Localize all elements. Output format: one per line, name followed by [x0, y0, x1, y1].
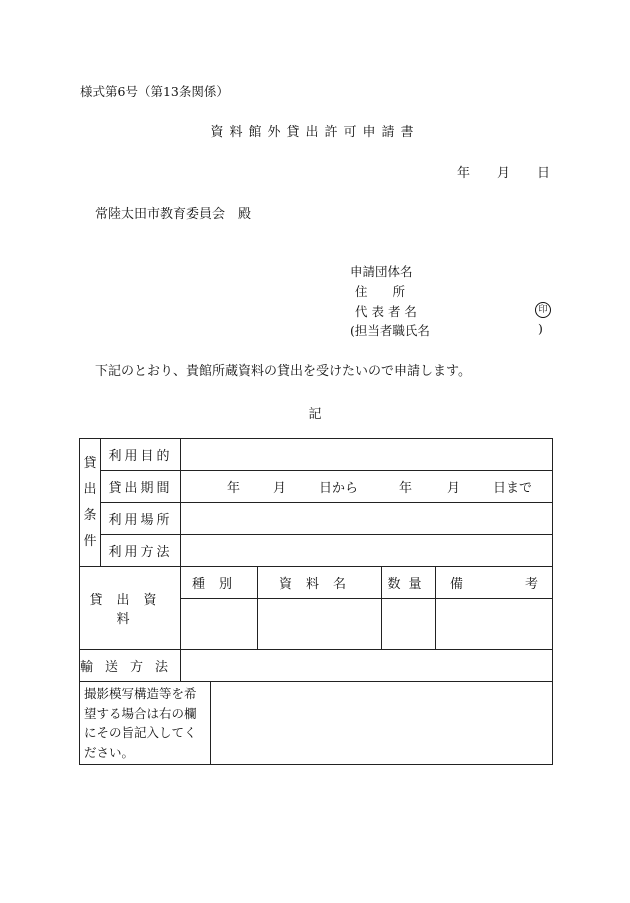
method-label: 利用方法	[101, 535, 181, 567]
place-field[interactable]	[181, 503, 553, 535]
method-field[interactable]	[181, 535, 553, 567]
photography-note: 撮影模写構造等を希 望する場合は右の欄 にその旨記入してく ださい。	[80, 682, 211, 765]
period-from-month: 月	[273, 480, 287, 496]
period-to-day: 日まで	[493, 480, 533, 496]
addressee: 常陸太田市教育委員会 殿	[95, 207, 252, 222]
period-to-month: 月	[447, 480, 461, 496]
applicant-contact-close: )	[538, 321, 543, 336]
materials-quantity-field[interactable]	[382, 599, 436, 650]
seal-mark: 印	[535, 302, 551, 318]
applicant-contact-label: (担当者職氏名	[350, 323, 430, 338]
place-label: 利用場所	[101, 503, 181, 535]
date-year-label: 年	[457, 166, 471, 181]
applicant-address-label: 住 所	[355, 284, 406, 299]
purpose-label: 利用目的	[101, 439, 181, 471]
period-label: 貸出期間	[101, 471, 181, 503]
applicant-representative-label: 代 表 者 名	[355, 304, 417, 319]
materials-remarks-field[interactable]	[436, 599, 553, 650]
materials-header-quantity: 数量	[382, 567, 436, 599]
date-month-label: 月	[497, 166, 511, 181]
ki-heading: 記	[308, 407, 322, 422]
materials-header-remarks: 備 考	[436, 567, 553, 599]
materials-name-field[interactable]	[258, 599, 382, 650]
period-to-year: 年	[399, 480, 413, 496]
materials-kind-field[interactable]	[181, 599, 258, 650]
conditions-group-label: 貸 出 条 件	[80, 439, 101, 567]
document-title: 資料館外貸出許可申請書	[210, 125, 420, 140]
application-table	[79, 438, 553, 765]
materials-header-name: 資料名	[258, 567, 382, 599]
date-day-label: 日	[537, 166, 551, 181]
period-from-day: 日から	[319, 480, 359, 496]
materials-header-kind: 種別	[181, 567, 258, 599]
transport-field[interactable]	[181, 650, 553, 682]
transport-label: 輸送方法	[80, 650, 181, 682]
photography-field[interactable]	[211, 682, 553, 765]
form-number-label: 様式第6号（第13条関係）	[80, 84, 229, 99]
intro-text: 下記のとおり、貴館所蔵資料の貸出を受けたいので申請します。	[95, 364, 471, 379]
applicant-group-name-label: 申請団体名	[350, 264, 413, 279]
purpose-field[interactable]	[181, 439, 553, 471]
materials-label: 貸出資料	[80, 567, 181, 650]
period-field[interactable]	[181, 471, 553, 503]
period-from-year: 年	[227, 480, 241, 496]
